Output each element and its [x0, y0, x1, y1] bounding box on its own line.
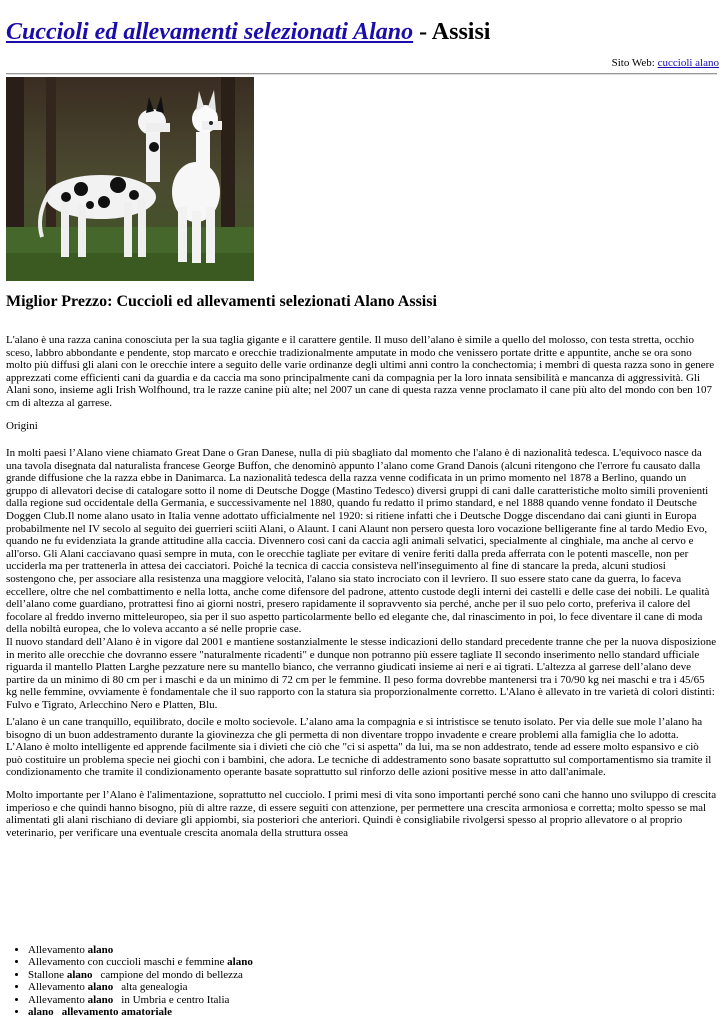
- origins-label: Origini: [6, 420, 38, 432]
- origins-paragraph: In molti paesi l’Alano viene chiamato Great Dane o Gran Danese, nulla di più sbagliato dal momento che l'alano è di nazionalità tedesca. L'equivoco nasce da una tavola disegnata dal naturalista francese George Buffon, che denominò appunto l’alano come Grand Danois (alcuni ritengono che l'errore fu causato dalla grande diffusione che la razza ebbe in Danimarca. La nazionalità tedesca della razza venne codificata in un primo momento nel 1878 a Berlino, quando un gruppo di allevatori decise di catalogare sotto il nome di Deutsche Dogge (Mastino Tedesco) diversi gruppi di cani dalle caratteristiche molto simili provenienti dalla regione sud occidentale della Germania, e successivamente nel 1880, quando fu redatto il primo standard, e nel 1888 quando venne fondato il Deutsche Doggen Club.Il nome alano usato in Italia venne adottato ufficialmente nel 1920: si ritiene infatti che i Deutsche Dogge discendano dai cani giunti in Europa probabilmente nel IV secolo al seguito dei guerrieri sciiti Alani, o Alaunt. I cani Alaunt non persero questa loro vocazione belligerante fine al tardo Medio Evo, quando ne fu evidenziata la grande attitudine alla caccia. Divennero così cani da caccia agli animali selvatici, specialmente al cinghiale, ma anche al cervo e all'orso. Gli Alani cacciavano quasi sempre in muta, con le orecchie tagliate per evitare di venire feriti dalla preda afferrata con le potenti mascelle, non per ucciderla ma per trattenerla in attesa dei cacciatori. Poiché la tecnica di caccia consisteva nell'inseguimento al fine di stancare la preda, alcuni studiosi sostengono che, per associare alla resistenza una maggiore velocità, l'alano sia stato incrociato con il levriero. Il suo essere stato cane da guerra, lo faceva eccellere, oltre che nel combattimento e nella lotta, anche come difensore del padrone, attento custode degli interni dei castelli e delle case dei nobili. Le qualità dell’alano come guardiano, protrattesi fino ai giorni nostri, presero rapidamente il sopravvento sia perché, anche per il suo pelo corto, preferiva il calore del focolare al freddo inverno mitteleuropeo, sia per il suo aspetto particolarmente bello ed elegante che, dal rinascimento in poi, lo fece diventare il cane di moda della nobiltà europea, che lo voleva accanto a sé nelle proprie case. Il nuovo standard dell’Alano è in vigore dal 2001 e mantiene sostanzialmente le stesse indicazioni dello standard precedente tranne che per la nuova disposizione in merito alle orecchie che dovranno essere "naturalmente ricadenti" e dunque non potranno più essere tagliate Il secondo inserimento nello standard ufficiale riguarda il mantello Platten Larghe pezzature nere su mantello bianco, che verranno giudicati insieme ai neri e ai tigrati. L'altezza al garrese dell’alano deve partire da un minimo di 80 cm per i maschi e da un minimo di 72 cm per le femmine. Il peso forma dovrebbe mantenersi tra i 70/90 kg nei maschi e tra i 45/65 kg nelle femmine, ovviamente è fondamentale che il suo rapporto con la statura sia proporzionalmente corretto. L'Alano è allevato in tre varietà di colori distinti: Fulvo e Tigrato, Arlecchino Nero e Platten, Blu.: [6, 447, 717, 711]
- temperament-paragraph: L'alano è un cane tranquillo, equilibrato, docile e molto socievole. L’alano ama la compagnia e si intristisce se tenuto isolato. Per via delle sue mole l’alano ha bisogno di un buon addestramento durante la giovinezza che gli permetta di non diventare troppo invadente e creare problemi alla famiglia che lo adotta. L’Alano è molto intelligente ed apprende facilmente sia i divieti che ciò che "ci si aspetta" da lui, ma se non addestrato, tende ad essere molto espansivo e ciò può costituire un problema specie nei giochi con i bambini, che adora. Le tecniche di addestramento sono basate soprattutto sul comportamentismo sia tramite il condizionamento che tramite il condizionamento operante basate soprattutto sul rinforzo delle azioni positive messe in atto dall'animale.: [6, 716, 712, 779]
- site-link[interactable]: cuccioli alano: [657, 57, 719, 69]
- title-link[interactable]: Cuccioli ed allevamenti selezionati Alano: [6, 19, 414, 45]
- title-location: - Assisi: [413, 19, 491, 45]
- list-item: • Allevamento alano in Umbria e centro Italia: [28, 994, 253, 1006]
- dog-photo-illustration: [6, 77, 254, 281]
- dog-photo: [6, 77, 254, 281]
- list-item: • Allevamento alano alta genealogia: [28, 981, 253, 993]
- site-label: Sito Web:: [611, 57, 658, 69]
- intro-paragraph: L'alano è una razza canina conosciuta per la sua taglia gigante e il carattere gentile. Il muso dell’alano è simile a quello del molosso, con testa stretta, occhio sceso, labbro abbondante e pendente, stop marcato e orecchie tradizionalmente amputate in modo che venissero portate dritte e appuntite, anche se ora sono molto più diffusi gli alani con le orecchie intere a seguito delle varie ordinanze degli ultimi anni contro la conchectomia; i membri di questa razza sono in genere apprezzati come efficienti cani da guardia e da caccia ma sono principalmente cani da compagnia per la loro innata sensibilità e mancanza di aggressività. Gli Alani sono, insieme agli Irish Wolfhound, tra le razze canine più alte; nel 2007 un cane di questa razza venne proclamato il cane più alto del mondo con ben 107 cm di altezza al garrese.: [6, 334, 715, 409]
- list-item: • Allevamento con cuccioli maschi e femmine alano: [28, 956, 253, 968]
- header-divider: [6, 73, 717, 75]
- list-item: • alano allevamento amatoriale: [28, 1006, 253, 1018]
- page-title: [6, 18, 490, 46]
- site-web: [612, 57, 719, 70]
- list-item: • Stallone alano campione del mondo di bellezza: [28, 969, 253, 981]
- list-item: • Allevamento alano: [28, 944, 253, 956]
- nutrition-paragraph: Molto importante per l’Alano è l'alimentazione, soprattutto nel cucciolo. I primi mesi di vita sono importanti perché sono cani che hanno uno sviluppo di crescita imperioso e che quindi hanno bisogno, più di altre razze, di essere seguiti con attenzione, per permettere una crescita armoniosa e corretta; molto spesso se mal alimentati gli alani rischiano di deviare gli appiombi, sia posteriori che anteriori. Quindi è consigliabile rivolgersi spesso al proprio allevatore o al proprio veterinario, per verificare una eventuale crescita anomala della struttura ossea: [6, 789, 717, 839]
- section-heading: Miglior Prezzo: Cuccioli ed allevamenti selezionati Alano Assisi: [6, 293, 437, 310]
- related-links-list: [6, 944, 253, 1018]
